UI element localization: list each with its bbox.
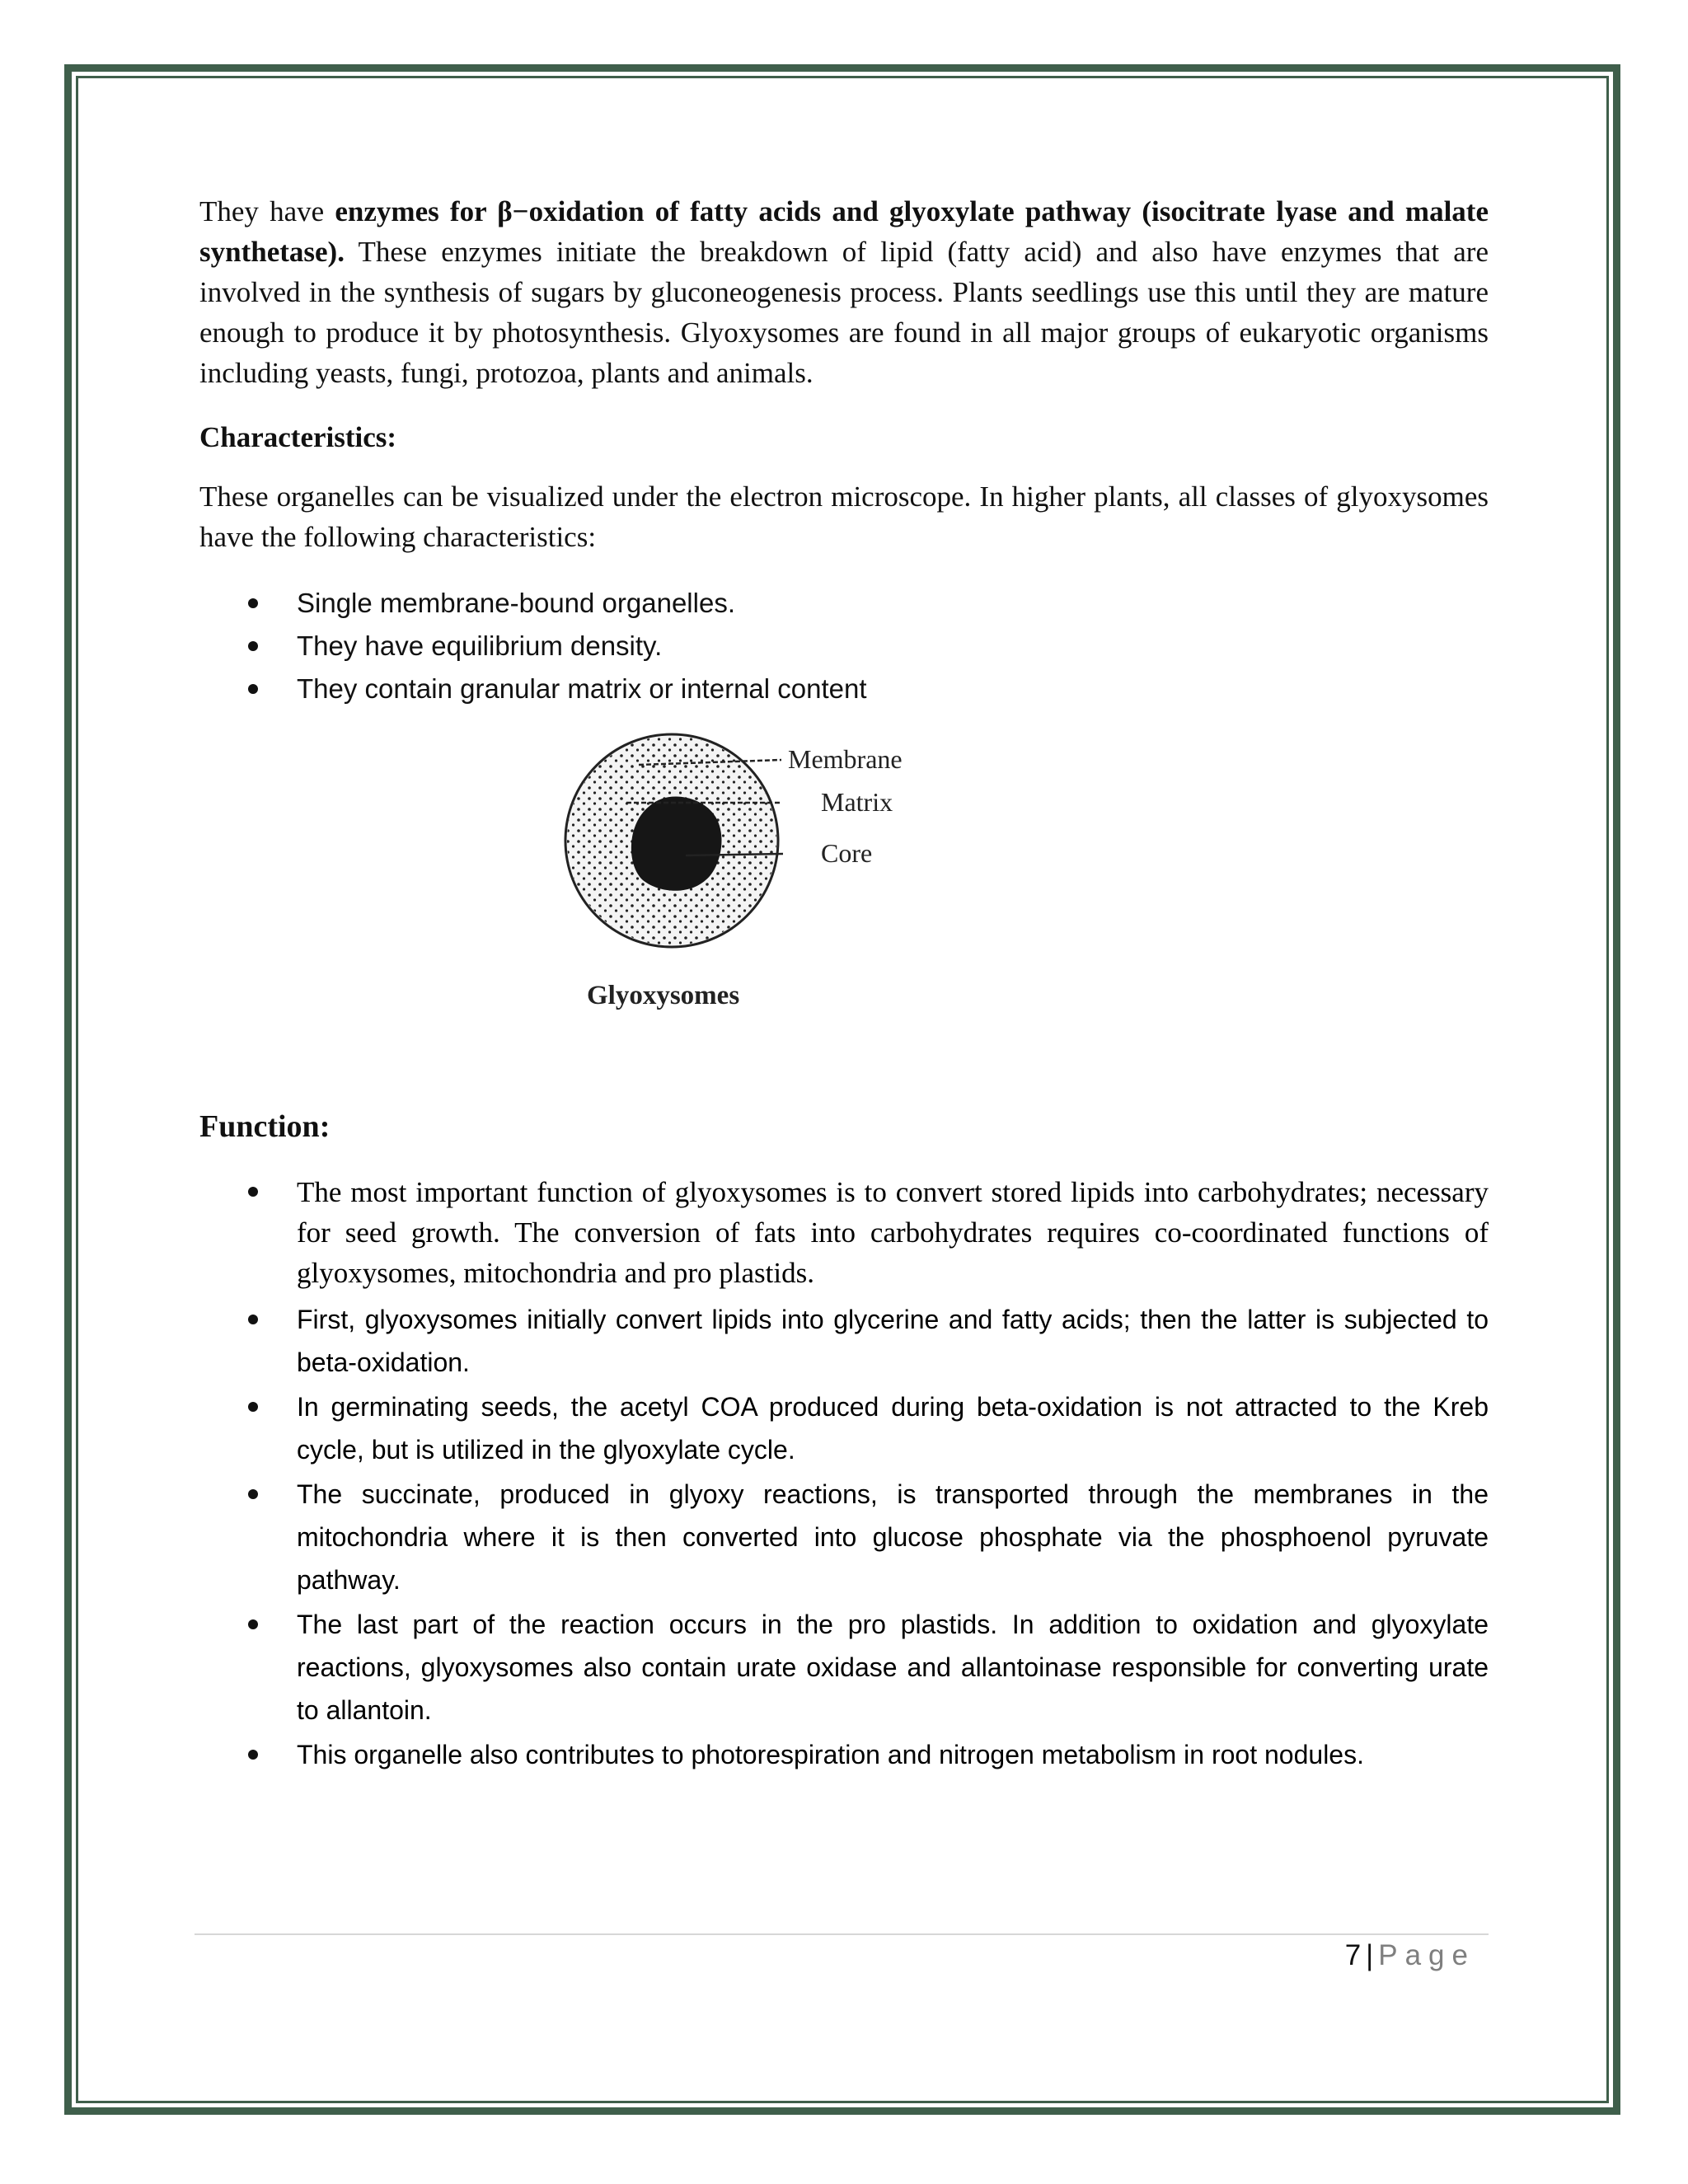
list-item: The last part of the reaction occurs in the pro plastids. In addition to oxidation and glyoxylate reactions, glyoxysomes also contain urate oxidase and allantoinase responsible for converting urate to allantoin. — [199, 1603, 1489, 1732]
list-item: They contain granular matrix or internal content — [199, 668, 1489, 710]
diagram-caption: Glyoxysomes — [587, 981, 740, 1010]
list-item: Single membrane-bound organelles. — [199, 582, 1489, 625]
matrix-label: Matrix — [821, 787, 893, 817]
intro-bold-enzymes: enzymes for β−oxidation of fatty acids and glyoxylate pathway (isocitrate lyase and malate synthetase). — [199, 195, 1489, 268]
characteristics-heading: Characteristics: — [199, 421, 397, 453]
core-shape — [631, 797, 722, 891]
characteristics-intro: These organelles can be visualized under the electron microscope. In higher plants, all classes of glyoxysomes have the following characteristics: — [199, 480, 1489, 553]
function-list — [199, 1172, 1489, 1778]
core-label: Core — [821, 838, 873, 868]
footer-divider — [195, 1933, 1489, 1935]
page-number: 7 — [1344, 1939, 1362, 1971]
list-item: They have equilibrium density. — [199, 625, 1489, 668]
list-item: The succinate, produced in glyoxy reactions, is transported through the membranes in the mitochondria where it is then converted into glucose phosphate via the phosphoenol pyruvate pathway. — [199, 1473, 1489, 1601]
bullet-icon — [248, 641, 258, 651]
characteristics-list — [199, 582, 1489, 710]
intro-paragraph — [199, 191, 1489, 393]
bullet-icon — [248, 1619, 258, 1629]
bullet-icon — [248, 1187, 258, 1197]
bullet-icon — [248, 1489, 258, 1499]
membrane-label: Membrane — [788, 744, 903, 774]
intro-rest: These enzymes initiate the breakdown of lipid (fatty acid) and also have enzymes that are involved in the synthesis of sugars by gluconeogenesis process. Plants seedlings use this until they are mature enough to produce it by photosynthesis. Glyoxysomes are found in all major groups of eukaryotic organisms including yeasts, fungi, protozoa, plants and animals. — [199, 236, 1489, 389]
bullet-icon — [248, 1750, 258, 1760]
intro-lead: They have — [199, 195, 335, 227]
glyoxysome-diagram — [544, 732, 973, 1029]
page-label: Page — [1378, 1939, 1475, 1971]
page-footer — [1345, 1935, 1475, 1976]
bullet-icon — [248, 1315, 258, 1324]
bullet-icon — [248, 598, 258, 608]
function-heading: Function: — [199, 1109, 331, 1144]
list-item: In germinating seeds, the acetyl COA produced during beta-oxidation is not attracted to the Kreb cycle, but is utilized in the glyoxylate cycle. — [199, 1385, 1489, 1471]
list-item: First, glyoxysomes initially convert lipids into glycerine and fatty acids; then the latter is subjected to beta-oxidation. — [199, 1298, 1489, 1384]
list-item: The most important function of glyoxysomes is to convert stored lipids into carbohydrates; necessary for seed growth. The conversion of fats into carbohydrates requires co-coordinated functions of glyoxysomes, mitochondria and pro plastids. — [199, 1172, 1489, 1293]
footer-separator: | — [1366, 1939, 1374, 1971]
list-item: This organelle also contributes to photorespiration and nitrogen metabolism in root nodules. — [199, 1733, 1489, 1776]
bullet-icon — [248, 1402, 258, 1412]
bullet-icon — [248, 684, 258, 694]
